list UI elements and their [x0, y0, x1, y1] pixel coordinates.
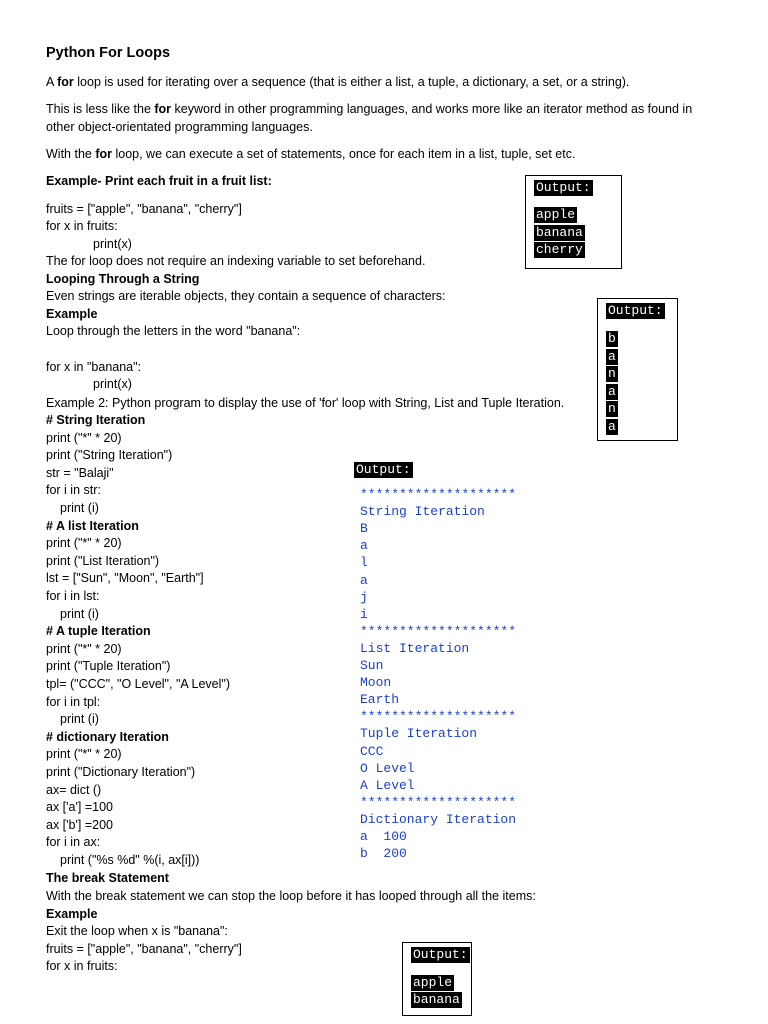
code-line: print (i): [60, 501, 99, 515]
code-line: tpl= ("CCC", "O Level", "A Level"): [46, 677, 230, 691]
code-comment: # String Iteration: [46, 413, 146, 427]
output-line: B: [360, 521, 368, 536]
output-line: l: [360, 555, 368, 570]
keyword: for: [95, 147, 112, 161]
output-line: ********************: [360, 624, 517, 639]
output-line: b 200: [360, 846, 407, 861]
code-line: for x in fruits:: [46, 959, 118, 973]
example-instruction: Exit the loop when x is "banana":: [46, 924, 228, 938]
output-line: A Level: [360, 778, 415, 793]
intro-paragraph-2-cont: other object-orientated programming languages.: [46, 120, 313, 134]
output-line: n: [608, 366, 616, 381]
output-line: apple: [536, 207, 576, 222]
code-line: print ("*" * 20): [46, 642, 122, 656]
code-line: for i in ax:: [46, 835, 101, 849]
code-line: ax ['b'] =200: [46, 818, 113, 832]
output-label: Output:: [608, 303, 663, 318]
intro-paragraph-1: [46, 74, 629, 91]
section-desc: With the break statement we can stop the loop before it has looped through all the items:: [46, 889, 536, 903]
code-comment: # dictionary Iteration: [46, 730, 169, 744]
code-comment: # A list Iteration: [46, 519, 139, 533]
output-label: Output:: [356, 462, 411, 477]
output-line: a: [608, 349, 616, 364]
output-line: i: [360, 607, 368, 622]
output-label: Output:: [413, 947, 468, 962]
keyword: for: [57, 75, 74, 89]
code-line: str = "Balaji": [46, 466, 114, 480]
output-line: O Level: [360, 761, 415, 776]
code-line: print ("%s %d" %(i, ax[i])): [60, 853, 200, 867]
output-line: banana: [413, 992, 460, 1007]
text: A: [46, 75, 58, 89]
code-line: print ("String Iteration"): [46, 448, 173, 462]
output-line: ********************: [360, 709, 517, 724]
output-line: banana: [536, 225, 583, 240]
output-box-2: [597, 298, 678, 441]
output-label: Output:: [536, 180, 591, 195]
output-line: List Iteration: [360, 641, 470, 656]
output-line: a 100: [360, 829, 407, 844]
output-line: ********************: [360, 487, 517, 502]
example1-note: The for loop does not require an indexing variable to set beforehand.: [46, 254, 426, 268]
output-label-3: [354, 462, 413, 478]
code-line: print ("*" * 20): [46, 747, 122, 761]
output-box-1: [525, 175, 622, 269]
output-line: a: [608, 419, 616, 434]
code-line: ax= dict (): [46, 783, 102, 797]
output-line: n: [608, 401, 616, 416]
text: With the: [46, 147, 96, 161]
output-line: cherry: [536, 242, 583, 257]
output-box-4: [402, 942, 472, 1016]
keyword: for: [154, 102, 172, 116]
text: loop is used for iterating over a sequence (that is either a list, a tuple, a dictionary, a set, or a string).: [73, 75, 630, 89]
intro-paragraph-3: [46, 146, 575, 163]
code-line: print (i): [60, 712, 99, 726]
text: loop, we can execute a set of statements, once for each item in a list, tuple, set etc.: [112, 147, 576, 161]
code-line: for i in lst:: [46, 589, 100, 603]
text: This is less like the: [46, 102, 155, 116]
code-line: lst = ["Sun", "Moon", "Earth"]: [46, 571, 204, 585]
code-line: print ("List Iteration"): [46, 554, 160, 568]
output-line: String Iteration: [360, 504, 485, 519]
code-line: print ("*" * 20): [46, 536, 122, 550]
text: keyword in other programming languages, and works more like an iterator method as found in: [171, 102, 693, 116]
code-line: for x in fruits:: [46, 219, 118, 233]
code-line: print (i): [60, 607, 99, 621]
example-instruction: Loop through the letters in the word "banana":: [46, 324, 301, 338]
output-line: j: [360, 590, 368, 605]
intro-paragraph-2: [46, 101, 692, 118]
example-label: Example: [46, 307, 98, 321]
section-heading-break: The break Statement: [46, 871, 169, 885]
output-line: a: [608, 384, 616, 399]
output-line: Tuple Iteration: [360, 726, 478, 741]
page-title: Python For Loops: [46, 45, 171, 61]
output-line: CCC: [360, 744, 384, 759]
code-line: print ("Dictionary Iteration"): [46, 765, 196, 779]
section-desc: Even strings are iterable objects, they contain a sequence of characters:: [46, 289, 446, 303]
example1-heading: Example- Print each fruit in a fruit list:: [46, 174, 272, 188]
code-line: print ("*" * 20): [46, 431, 122, 445]
code-line: for x in "banana":: [46, 360, 142, 374]
output-line: Earth: [360, 692, 400, 707]
section-heading-string: Looping Through a String: [46, 272, 200, 286]
output-line: b: [608, 331, 616, 346]
code-line: print(x): [93, 237, 132, 251]
example2-intro: Example 2: Python program to display the use of 'for' loop with String, List and Tuple Iteration.: [46, 396, 565, 410]
code-line: print(x): [93, 377, 132, 391]
code-line: fruits = ["apple", "banana", "cherry"]: [46, 202, 242, 216]
output-line: Dictionary Iteration: [360, 812, 517, 827]
output-line: apple: [413, 975, 453, 990]
example-label: Example: [46, 907, 98, 921]
code-line: for i in tpl:: [46, 695, 101, 709]
code-line: fruits = ["apple", "banana", "cherry"]: [46, 942, 242, 956]
output-line: a: [360, 573, 368, 588]
code-line: for i in str:: [46, 483, 101, 497]
code-line: print ("Tuple Iteration"): [46, 659, 171, 673]
code-line: ax ['a'] =100: [46, 800, 113, 814]
output-line: a: [360, 538, 368, 553]
code-comment: # A tuple Iteration: [46, 624, 151, 638]
output-line: ********************: [360, 795, 517, 810]
output-line: Moon: [360, 675, 392, 690]
output-line: Sun: [360, 658, 384, 673]
